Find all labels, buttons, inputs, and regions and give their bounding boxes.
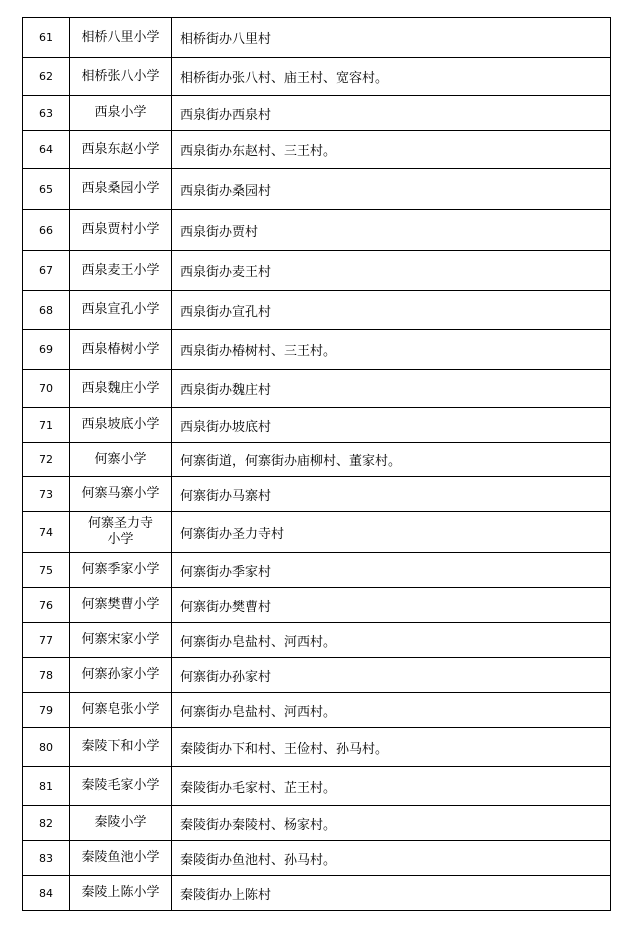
row-number: 76 — [23, 588, 70, 623]
district-area: 西泉街办魏庄村 — [172, 370, 611, 408]
school-name: 相桥八里小学 — [70, 18, 172, 58]
district-area: 何寨街办樊曹村 — [172, 588, 611, 623]
school-name: 西泉贾村小学 — [70, 210, 172, 251]
school-name: 何寨圣力寺小学 — [70, 512, 172, 553]
table-row — [23, 96, 611, 131]
table-row — [23, 841, 611, 876]
row-number: 65 — [23, 169, 70, 210]
table-row — [23, 658, 611, 693]
district-area: 秦陵街办毛家村、芷王村。 — [172, 767, 611, 806]
district-area: 相桥街办八里村 — [172, 18, 611, 58]
table-row — [23, 210, 611, 251]
row-number: 78 — [23, 658, 70, 693]
district-area: 秦陵街办鱼池村、孙马村。 — [172, 841, 611, 876]
table-row — [23, 169, 611, 210]
table-row — [23, 58, 611, 96]
district-area: 西泉街办麦王村 — [172, 251, 611, 291]
district-area: 秦陵街办下和村、王俭村、孙马村。 — [172, 728, 611, 767]
school-name: 何寨宋家小学 — [70, 623, 172, 658]
district-area: 西泉街办西泉村 — [172, 96, 611, 131]
table-row — [23, 767, 611, 806]
school-name: 西泉宣孔小学 — [70, 291, 172, 330]
school-name: 西泉东赵小学 — [70, 131, 172, 169]
school-name: 何寨季家小学 — [70, 553, 172, 588]
table-row — [23, 251, 611, 291]
table-row — [23, 512, 611, 553]
row-number: 71 — [23, 408, 70, 443]
table-row — [23, 131, 611, 169]
district-area: 西泉街办宣孔村 — [172, 291, 611, 330]
table-body — [23, 18, 611, 911]
school-name: 秦陵鱼池小学 — [70, 841, 172, 876]
school-name: 秦陵上陈小学 — [70, 876, 172, 911]
school-name: 何寨小学 — [70, 443, 172, 477]
district-area: 西泉街办东赵村、三王村。 — [172, 131, 611, 169]
row-number: 64 — [23, 131, 70, 169]
school-name: 西泉麦王小学 — [70, 251, 172, 291]
district-area: 西泉街办桑园村 — [172, 169, 611, 210]
school-name: 何寨樊曹小学 — [70, 588, 172, 623]
table-row — [23, 623, 611, 658]
table-row — [23, 876, 611, 911]
row-number: 67 — [23, 251, 70, 291]
row-number: 66 — [23, 210, 70, 251]
school-name: 西泉椿树小学 — [70, 330, 172, 370]
row-number: 63 — [23, 96, 70, 131]
district-area: 西泉街办坡底村 — [172, 408, 611, 443]
district-area: 何寨街办圣力寺村 — [172, 512, 611, 553]
row-number: 75 — [23, 553, 70, 588]
school-name: 秦陵小学 — [70, 806, 172, 841]
school-name: 何寨孙家小学 — [70, 658, 172, 693]
district-area: 何寨街办马寨村 — [172, 477, 611, 512]
school-name: 相桥张八小学 — [70, 58, 172, 96]
district-area: 何寨街办皂盐村、河西村。 — [172, 623, 611, 658]
row-number: 83 — [23, 841, 70, 876]
table-row — [23, 477, 611, 512]
table-row — [23, 370, 611, 408]
table-row — [23, 291, 611, 330]
district-area: 何寨街道，何寨街办庙柳村、董家村。 — [172, 443, 611, 477]
district-area: 秦陵街办秦陵村、杨家村。 — [172, 806, 611, 841]
district-area: 何寨街办皂盐村、河西村。 — [172, 693, 611, 728]
district-area: 秦陵街办上陈村 — [172, 876, 611, 911]
row-number: 74 — [23, 512, 70, 553]
district-area: 西泉街办贾村 — [172, 210, 611, 251]
row-number: 80 — [23, 728, 70, 767]
table-row — [23, 330, 611, 370]
school-name: 西泉坡底小学 — [70, 408, 172, 443]
row-number: 82 — [23, 806, 70, 841]
row-number: 62 — [23, 58, 70, 96]
table-row — [23, 18, 611, 58]
table-row — [23, 553, 611, 588]
district-area: 何寨街办季家村 — [172, 553, 611, 588]
school-name: 何寨皂张小学 — [70, 693, 172, 728]
row-number: 79 — [23, 693, 70, 728]
row-number: 81 — [23, 767, 70, 806]
school-name: 何寨马寨小学 — [70, 477, 172, 512]
district-area: 西泉街办椿树村、三王村。 — [172, 330, 611, 370]
table-row — [23, 443, 611, 477]
row-number: 73 — [23, 477, 70, 512]
table-row — [23, 588, 611, 623]
row-number: 72 — [23, 443, 70, 477]
row-number: 70 — [23, 370, 70, 408]
table-row — [23, 693, 611, 728]
table-row — [23, 408, 611, 443]
district-area: 相桥街办张八村、庙王村、宽容村。 — [172, 58, 611, 96]
row-number: 77 — [23, 623, 70, 658]
school-name: 西泉魏庄小学 — [70, 370, 172, 408]
school-name: 秦陵下和小学 — [70, 728, 172, 767]
school-name: 秦陵毛家小学 — [70, 767, 172, 806]
row-number: 84 — [23, 876, 70, 911]
district-area: 何寨街办孙家村 — [172, 658, 611, 693]
table-row — [23, 806, 611, 841]
row-number: 61 — [23, 18, 70, 58]
school-district-table — [22, 17, 611, 911]
row-number: 69 — [23, 330, 70, 370]
row-number: 68 — [23, 291, 70, 330]
table-row — [23, 728, 611, 767]
school-name: 西泉桑园小学 — [70, 169, 172, 210]
school-name: 西泉小学 — [70, 96, 172, 131]
